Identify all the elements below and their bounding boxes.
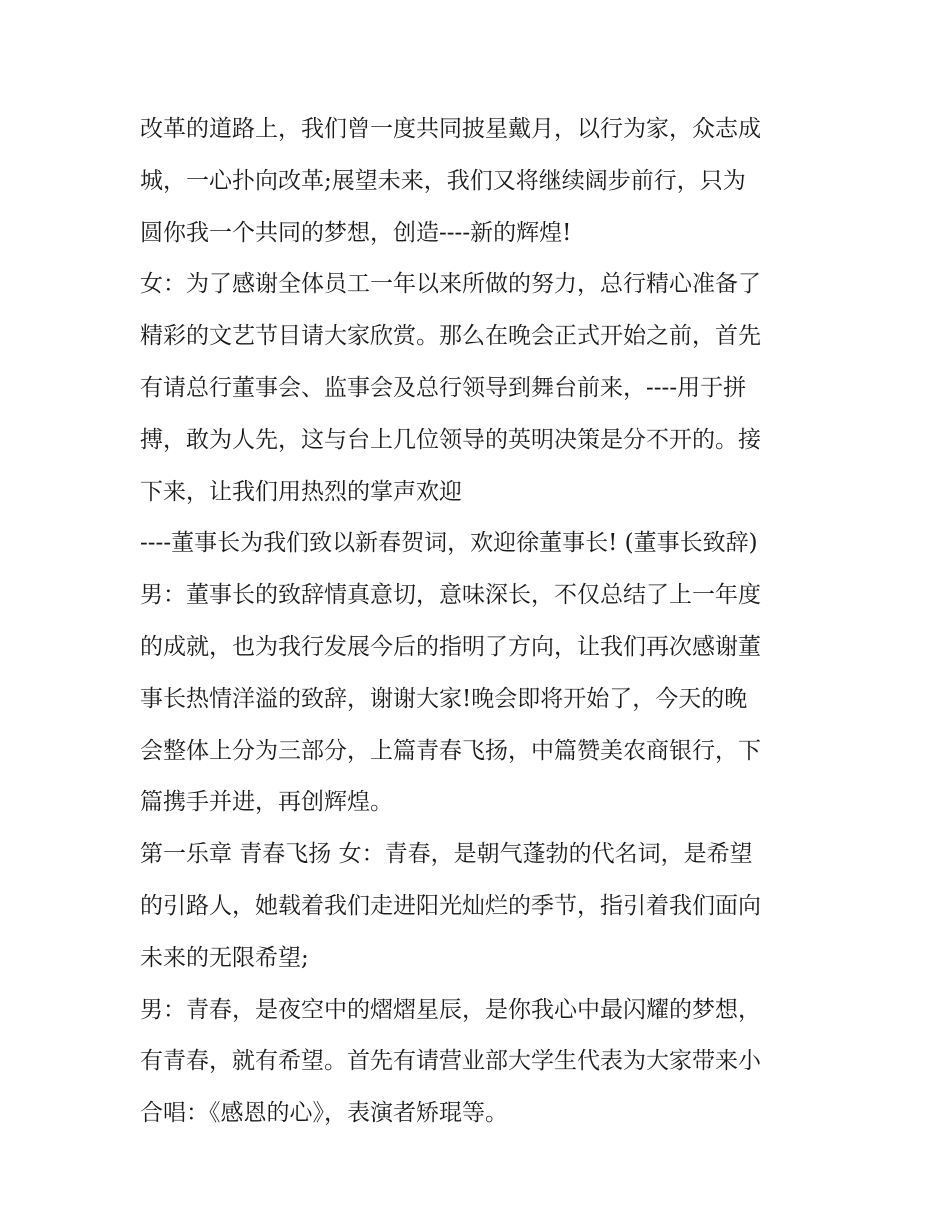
text-line: 男：董事长的致辞情真意切，意味深长，不仅总结了上一年度 [140,582,761,609]
text-line: 搏，敢为人先，这与台上几位领导的英明决策是分不开的。接 [140,426,761,453]
text-line: 事长热情洋溢的致辞，谢谢大家!晚会即将开始了，今天的晚 [140,685,748,712]
text-line: 篇携手并进，再创辉煌。 [140,789,393,816]
text-line: 未来的无限希望; [140,944,309,971]
text-line: 男：青春，是夜空中的熠熠星辰，是你我心中最闪耀的梦想， [140,996,761,1023]
text-line: 的成就，也为我行发展今后的指明了方向，让我们再次感谢董 [140,633,761,660]
text-line: 改革的道路上，我们曾一度共同披星戴月，以行为家，众志成 [140,116,761,142]
text-line: 会整体上分为三部分，上篇青春飞扬，中篇赞美农商银行，下 [140,737,761,764]
text-line: 下来，让我们用热烈的掌声欢迎 [140,478,462,505]
body-text [140,104,820,1140]
text-line: ----董事长为我们致以新春贺词，欢迎徐董事长! (董事长致辞) [140,530,758,557]
text-line: 城，一心扑向改革;展望未来，我们又将继续阔步前行，只为 [140,167,746,194]
text-line: 有青春，就有希望。首先有请营业部大学生代表为大家带来小 [140,1048,761,1075]
text-line: 第一乐章 青春飞扬 女：青春，是朝气蓬勃的代名词，是希望 [140,841,753,868]
text-line: 女：为了感谢全体员工一年以来所做的努力，总行精心准备了 [140,271,761,298]
text-line: 合唱：《感恩的心》，表演者矫琨等。 [140,1100,508,1127]
text-line: 精彩的文艺节目请大家欣赏。那么在晚会正式开始之前，首先 [140,323,761,350]
text-line: 有请总行董事会、监事会及总行领导到舞台前来，----用于拼 [140,374,747,401]
text-line: 的引路人，她载着我们走进阳光灿烂的季节，指引着我们面向 [140,892,761,919]
text-line: 圆你我一个共同的梦想，创造----新的辉煌! [140,219,572,246]
